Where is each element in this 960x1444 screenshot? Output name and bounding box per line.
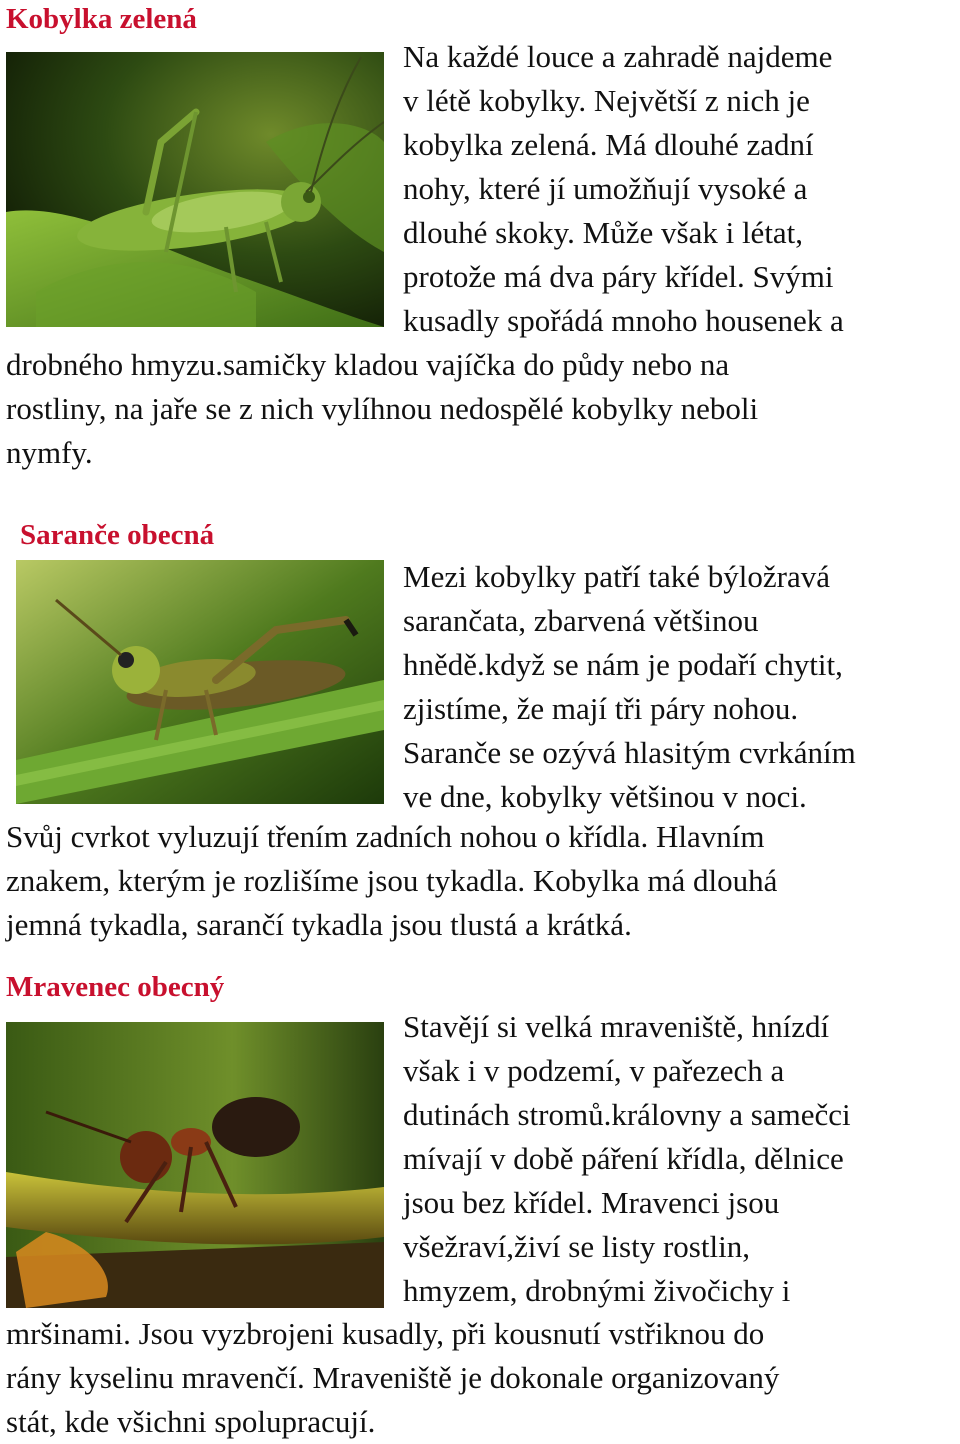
section-title-mravenec: Mravenec obecný (6, 971, 225, 1003)
section-full-text-kobylka (6, 343, 758, 475)
text-line: rány kyselinu mravenčí. Mraveniště je dokonale organizovaný (6, 1360, 780, 1395)
text-line: mršinami. Jsou vyzbrojeni kusadly, při kousnutí vstřiknou do (6, 1316, 765, 1351)
text-line: však i v podzemí, v pařezech a (403, 1053, 785, 1088)
grasshopper-photo (6, 52, 384, 327)
section-full-text-mravenec (6, 1312, 779, 1444)
text-line: drobného hmyzu.samičky kladou vajíčka do půdy nebo na (6, 347, 730, 382)
text-line: všežraví,živí se listy rostlin, (403, 1229, 750, 1264)
section-side-text-mravenec (403, 1005, 851, 1313)
text-line: zjistíme, že mají tři páry nohou. (403, 691, 799, 726)
text-line: rostliny, na jaře se z nich vylíhnou nedospělé kobylky neboli (6, 391, 759, 426)
locust-photo (16, 560, 384, 804)
section-title-saranche: Saranče obecná (20, 519, 215, 551)
text-line: jemná tykadla, sarančí tykadla jsou tlustá a krátká. (6, 907, 632, 942)
text-line: kobylka zelená. Má dlouhé zadní (403, 127, 814, 162)
text-line: kusadly spořádá mnoho housenek a (403, 303, 844, 338)
text-line: nymfy. (6, 435, 93, 470)
text-line: Stavějí si velká mraveniště, hnízdí (403, 1009, 830, 1044)
text-line: hmyzem, drobnými živočichy i (403, 1273, 791, 1308)
text-line: mívají v době páření křídla, dělnice (403, 1141, 844, 1176)
section-title-kobylka: Kobylka zelená (6, 3, 197, 35)
text-line: nohy, které jí umožňují vysoké a (403, 171, 808, 206)
section-side-text-saranche (403, 555, 856, 819)
ant-photo (6, 1022, 384, 1308)
text-line: Mezi kobylky patří také býložravá (403, 559, 830, 594)
text-line: hnědě.když se nám je podaří chytit, (403, 647, 843, 682)
text-line: protože má dva páry křídel. Svými (403, 259, 834, 294)
text-line: sarančata, zbarvená většinou (403, 603, 759, 638)
text-line: Na každé louce a zahradě najdeme (403, 39, 833, 74)
text-line: znakem, kterým je rozlišíme jsou tykadla. Kobylka má dlouhá (6, 863, 778, 898)
text-line: v létě kobylky. Největší z nich je (403, 83, 810, 118)
text-line: Svůj cvrkot vyluzují třením zadních nohou o křídla. Hlavním (6, 819, 765, 854)
section-side-text-kobylka (403, 35, 844, 343)
text-line: jsou bez křídel. Mravenci jsou (403, 1185, 780, 1220)
text-line: stát, kde všichni spolupracují. (6, 1404, 376, 1439)
text-line: dutinách stromů.královny a samečci (403, 1097, 851, 1132)
text-line: dlouhé skoky. Může však i létat, (403, 215, 804, 250)
section-full-text-saranche (6, 815, 777, 947)
text-line: ve dne, kobylky většinou v noci. (403, 779, 807, 814)
text-line: Saranče se ozývá hlasitým cvrkáním (403, 735, 856, 770)
